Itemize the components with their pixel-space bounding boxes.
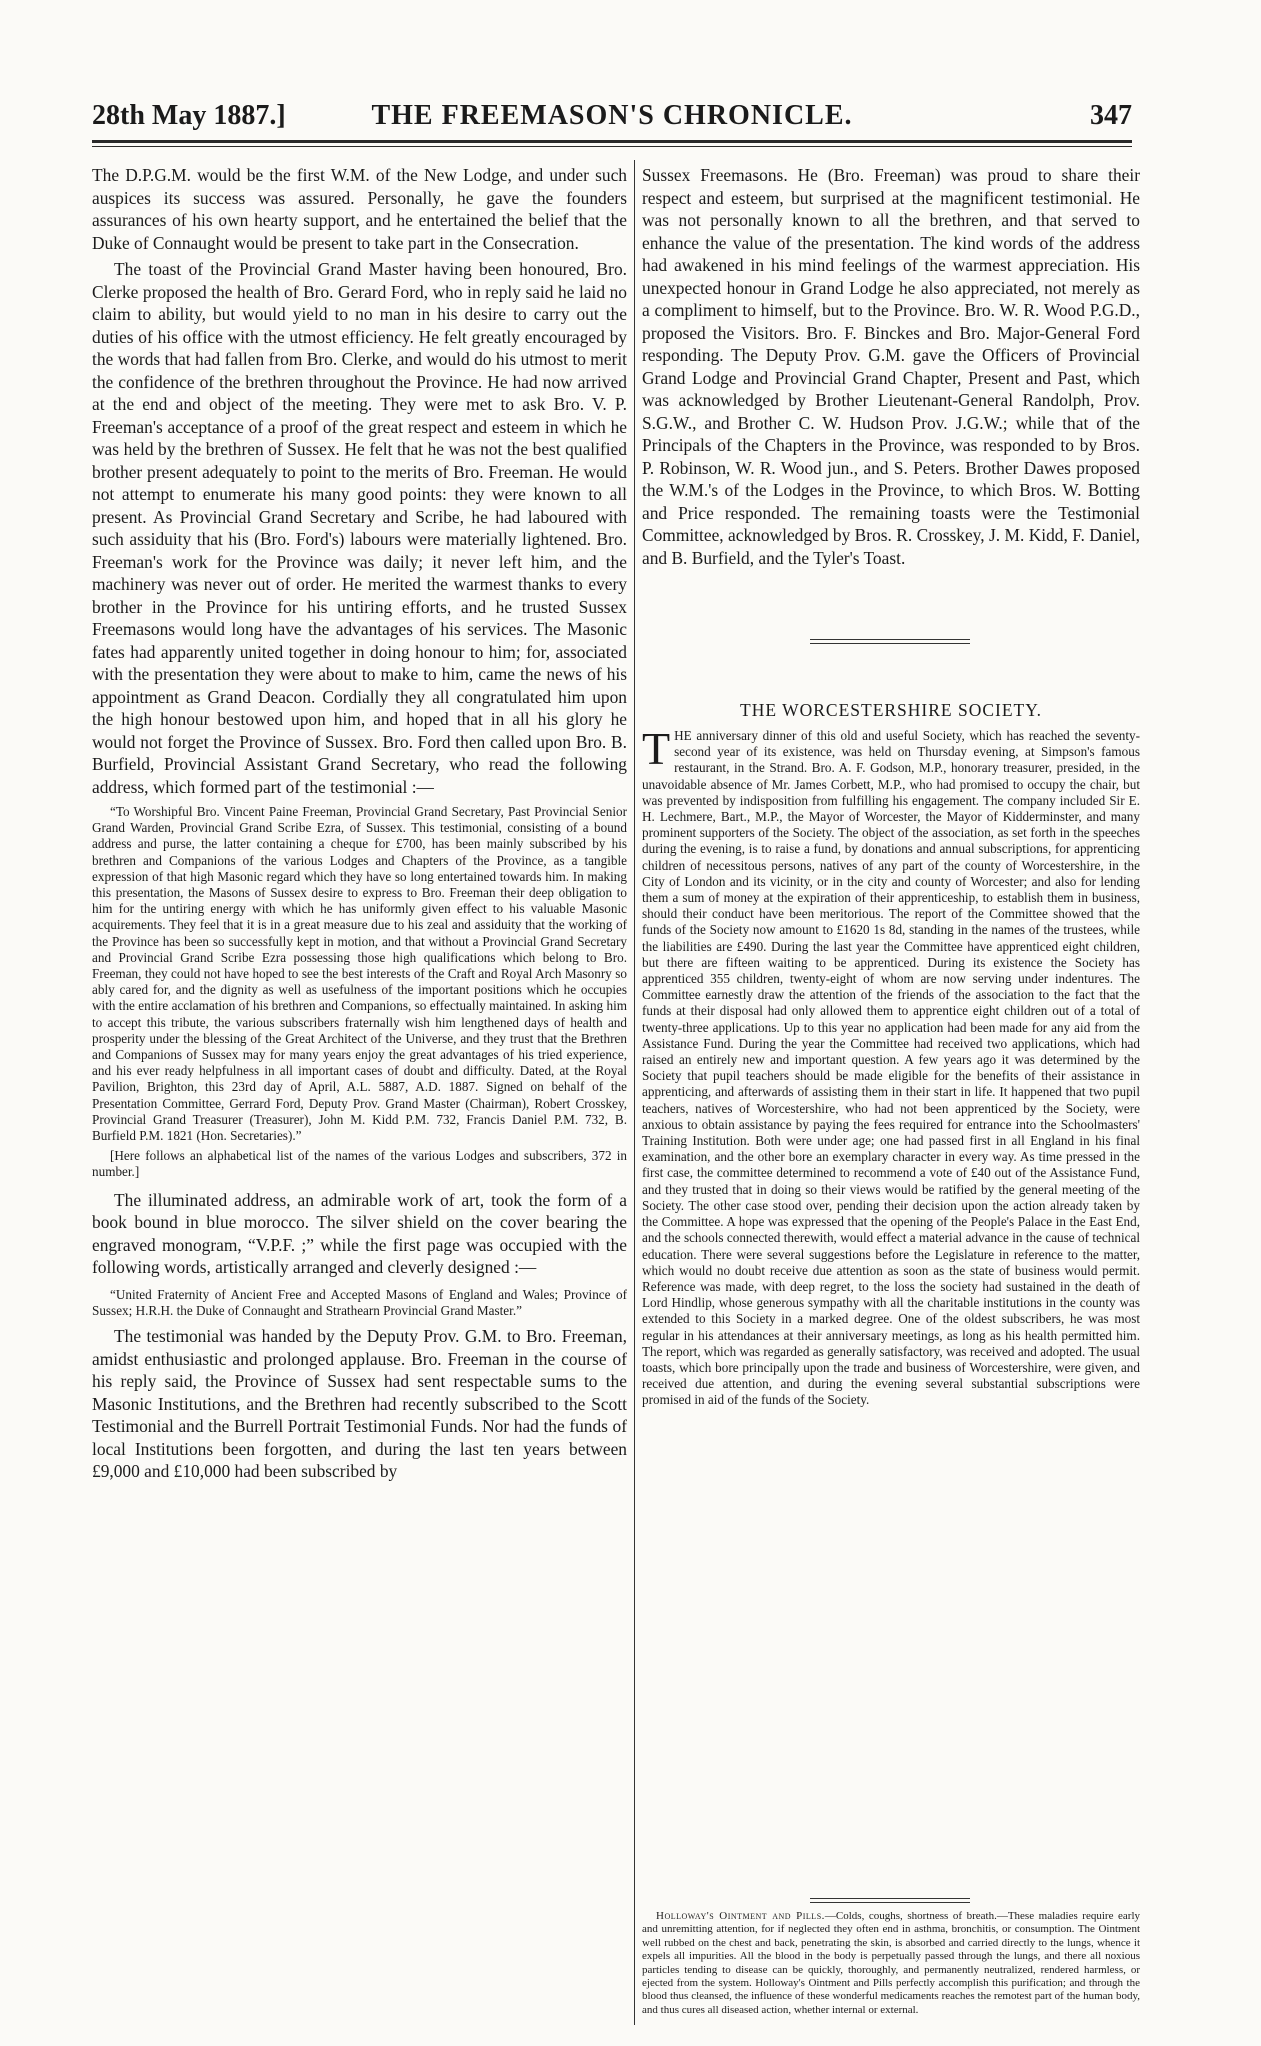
right-column — [642, 164, 1140, 2024]
article-paragraph: The testimonial was handed by the Deputy Prov. G.M. to Bro. Freeman, amidst enthusiastic and prolonged applause. Bro. Freeman in the course of his reply said, the Province of Sussex had sent respectable sums to the Masonic Institutions, and the Brethren had recently subscribed to the Scott Testimonial and the Burrell Portrait Testimonial Funds. Nor had the funds of local Institutions been forgotten, and during the last ten years between £9,000 and £10,000 had been subscribed by — [92, 1326, 627, 1482]
article-continuation — [642, 164, 1140, 624]
header-rule-thin — [92, 146, 1132, 147]
section-divider — [810, 639, 970, 640]
article-paragraph: The D.P.G.M. would be the first W.M. of the New Lodge, and under such auspices its success was assured. Personally, he gave the founders assurances of his own hearty support, and he entertained the belief that the Duke of Connaught would be present to take part in the Consecration. — [92, 165, 627, 253]
article-paragraph: The illuminated address, an admirable work of art, took the form of a book bound in blue morocco. The silver shield on the cover bearing the engraved monogram, “V.P.F. ;” while the first page was occupied with the following words, artistically arranged and cleverly designed :— — [92, 1189, 627, 1278]
advert-title: Holloway's Ointment and Pills. — [656, 1910, 825, 1922]
issue-date: 28th May 1887.] — [92, 100, 286, 131]
section-heading: THE WORCESTERSHIRE SOCIETY. — [740, 700, 1042, 720]
drop-cap: T — [642, 728, 671, 774]
article-paragraph: The toast of the Provincial Grand Master having been honoured, Bro. Clerke proposed the health of Bro. Gerard Ford, who in reply said he laid no claim to ability, but would yield to no man in his desire to carry out the duties of his office with the utmost efficiency. He felt greatly encouraged by the words that had fallen from Bro. Clerke, and would do his utmost to merit the confidence of the brethren throughout the Province. He had now arrived at the end and object of the meeting. They were met to ask Bro. V. P. Freeman's acceptance of a proof of the great respect and esteem in which he was held by the brethren of Sussex. He felt that he was not the best qualified brother present adequately to point to the merits of Bro. Freeman. He would not attempt to enumerate his many good points: they were known to all present. As Provincial Grand Secretary and Scribe, he had laboured with such assiduity that his (Bro. Ford's) labours were materially lightened. Bro. Freeman's work for the Province was daily; it never left him, and the machinery was never out of order. He merited the warmest thanks to every brother in the Province for his untiring efforts, and he trusted Sussex Freemasons would long have the advantages of his services. The Masonic fates had apparently united together in doing honour to him; for, associated with the presentation they were about to make to him, came the news of his appointment as Grand Deacon. Cordially they all congratulated him upon the high honour bestowed upon him, and hoped that in all his glory he would not forget the Province of Sussex. Bro. Ford then called upon Bro. B. Burfield, Provincial Assistant Grand Secretary, who read the following address, which formed part of the testimonial :— — [92, 259, 627, 797]
address-quote: “United Fraternity of Ancient Free and Accepted Masons of England and Wales; Province of Sussex; H.R.H. the Duke of Connaught and Strathearn Provincial Grand Master.” — [92, 1286, 627, 1318]
advert-divider — [810, 1902, 970, 1903]
left-column — [92, 164, 627, 2024]
holloway-advert — [642, 1910, 1140, 2022]
society-report: HE anniversary dinner of this old and useful Society, which has reached the seventy-second year of its existence, was held on Thursday evening, at Simpson's famous restaurant, in the Strand. Bro. A. F. Godson, M.P., honorary treasurer, presided, in the unavoidable absence of Mr. James Corbett, M.P., who had promised to occupy the chair, but was prevented by indisposition from fulfilling his engagement. The company included Sir E. H. Lechmere, Bart., M.P., the Mayor of Worcester, the Mayor of Kidderminster, and many prominent supporters of the Society. The object of the association, as set forth in the speeches during the evening, is to raise a fund, by donations and annual subscriptions, for apprenticing children of necessitous persons, natives of any part of the county of Worcestershire, in the City of London and its vicinity, or in the city and county of Worcester; and also for lending them a sum of money at the expiration of their apprenticeship, to establish them in business, should their conduct have been meritorious. The report of the Committee showed that the funds of the Society now amount to £1620 1s 8d, standing in the names of the trustees, while the liabilities are £490. During the last year the Committee have apprenticed eight children, but there are fifteen waiting to be apprenticed. During its existence the Society has apprenticed 355 children, twenty-eight of whom are now serving under indentures. The Committee earnestly draw the attention of the friends of the association to the fact that the funds at their disposal had only allowed them to apprentice eight children out of a total of twenty-three applications. Up to this year no application had been made for any aid from the Assistance Fund. During the year the Committee had received two applications, which had raised an entirely new and important question. A few years ago it was determined by the Society that pupil teachers should be made eligible for the benefits of their assistance in apprenticing, and afterwards of assisting them in their start in life. It happened that two pupil teachers, natives of Worcestershire, who had not been apprenticed by the Society, were anxious to obtain assistance by paying the fees required for entrance into the Schoolmasters' Training Institution. Both were under age; one had passed first in all England in his final examination, and the other bore an exemplary character in every way. As time pressed in the first case, the committee determined to recommend a vote of £40 out of the Assistance Fund, and they trusted that in doing so their views would be ratified by the general meeting of the Society. The other case stood over, pending their decision upon the action already taken by the Committee. A hope was expressed that the opening of the People's Palace in the East End, and the schools connected therewith, would effect a material advance in the cause of technical education. There were several suggestions before the Legislature in reference to the matter, which would no doubt receive due attention as soon as the state of business would permit. Reference was made, with deep regret, to the loss the society had sustained in the death of Lord Hindlip, whose generous sympathy with all the charitable institutions in the county was extended to this Society in a marked degree. One of the oldest subscribers, he was most regular in his attendances at their anniversary meetings, as long as his health permitted him. The report, which was regarded as generally satisfactory, was received and adopted. The usual toasts, which bore principally upon the trade and business of Worcestershire, were given, and received due attention, and during the evening several substantial subscriptions were promised in aid of the funds of the Society. — [642, 728, 1140, 1408]
advert-text: —Colds, coughs, shortness of breath.—These maladies require early and unremitting attention, for if neglected they often end in asthma, bronchitis, or consumption. The Ointment well rubbed on the chest and back, penetrating the skin, is absorbed and carried directly to the lungs, whence it expels all impurities. All the blood in the body is perpetually passed through the lungs, and there all noxious particles tending to disease can be quickly, thoroughly, and permanently neutralized, rendered harmless, or ejected from the system. Holloway's Ointment and Pills perfectly accomplish this purification; and through the blood thus cleansed, the influence of these wonderful medicaments reaches the remotest part of the human body, and thus cures all diseased action, whether internal or external. — [642, 1910, 1140, 2016]
masthead-title: THE FREEMASON'S CHRONICLE. — [371, 100, 853, 131]
page-number: 347 — [1090, 100, 1132, 131]
worcestershire-article — [642, 728, 1140, 1888]
editorial-note: [Here follows an alphabetical list of the names of the various Lodges and subscribers, 372 in number.] — [92, 1148, 627, 1180]
page-header — [92, 100, 1132, 136]
advert-divider — [810, 1898, 970, 1899]
testimonial-address: “To Worshipful Bro. Vincent Paine Freeman, Provincial Grand Secretary, Past Provincial Senior Grand Warden, Provincial Grand Scribe Ezra, of Sussex. This testimonial, consisting of a bound address and purse, the latter containing a cheque for £700, has been mainly subscribed by his brethren and Companions of the various Lodges and Chapters of the Province, as a tangible expression of that high Masonic regard which they have so long entertained towards him. In making this presentation, the Masons of Sussex desire to express to Bro. Freeman their deep obligation to him for the untiring energy with which he has uniformly given effect to his valuable Masonic acquirements. They feel that it is in a great measure due to his zeal and assiduity that the working of the Province has been so successfully kept in motion, and that without a Provincial Grand Secretary and Provincial Grand Scribe Ezra possessing those high qualifications which belong to Bro. Freeman, they could not have hoped to see the best interests of the Craft and Royal Arch Masonry so ably cared for, and the dignity as well as usefulness of the important positions which he occupies with the entire acclamation of his brethren and Companions, so effectually maintained. In asking him to accept this tribute, the various subscribers fraternally wish him lengthened days of health and prosperity under the blessing of the Great Architect of the Universe, and they trust that the Brethren and Companions of Sussex may for many years enjoy the great advantages of his tried experience, and his ever ready helpfulness in all important cases of doubt and difficulty. Dated, at the Royal Pavilion, Brighton, this 23rd day of April, A.L. 5887, A.D. 1887. Signed on behalf of the Presentation Committee, Gerrard Ford, Deputy Prov. Grand Master (Chairman), Robert Crosskey, Provincial Grand Treasurer (Treasurer), John M. Kidd P.M. 732, Francis Daniel P.M. 732, B. Burfield P.M. 1821 (Hon. Secretaries).” — [92, 804, 627, 1144]
section-divider — [810, 643, 970, 644]
column-divider — [634, 160, 635, 2025]
header-rule-thick — [92, 140, 1132, 143]
article-paragraph: Sussex Freemasons. He (Bro. Freeman) was proud to share their respect and esteem, but surprised at the magnificent testimonial. He was not personally known to all the brethren, and that served to enhance the value of the presentation. The kind words of the address had awakened in his mind feelings of the warmest appreciation. His unexpected honour in Grand Lodge he also appreciated, not merely as a compliment to himself, but to the Province. Bro. W. R. Wood P.G.D., proposed the Visitors. Bro. F. Binckes and Bro. Major-General Ford responding. The Deputy Prov. G.M. gave the Officers of Provincial Grand Lodge and Provincial Grand Chapter, Present and Past, which was acknowledged by Brother Lieutenant-General Randolph, Prov. S.G.W., and Brother C. W. Hudson Prov. J.G.W.; while that of the Principals of the Chapters in the Province, was responded to by Bros. P. Robinson, W. R. Wood jun., and S. Peters. Brother Dawes proposed the W.M.'s of the Lodges in the Province, to which Bros. W. Botting and Price responded. The remaining toasts were the Testimonial Committee, acknowledged by Bros. R. Crosskey, J. M. Kidd, F. Daniel, and B. Burfield, and the Tyler's Toast. — [642, 165, 1140, 568]
